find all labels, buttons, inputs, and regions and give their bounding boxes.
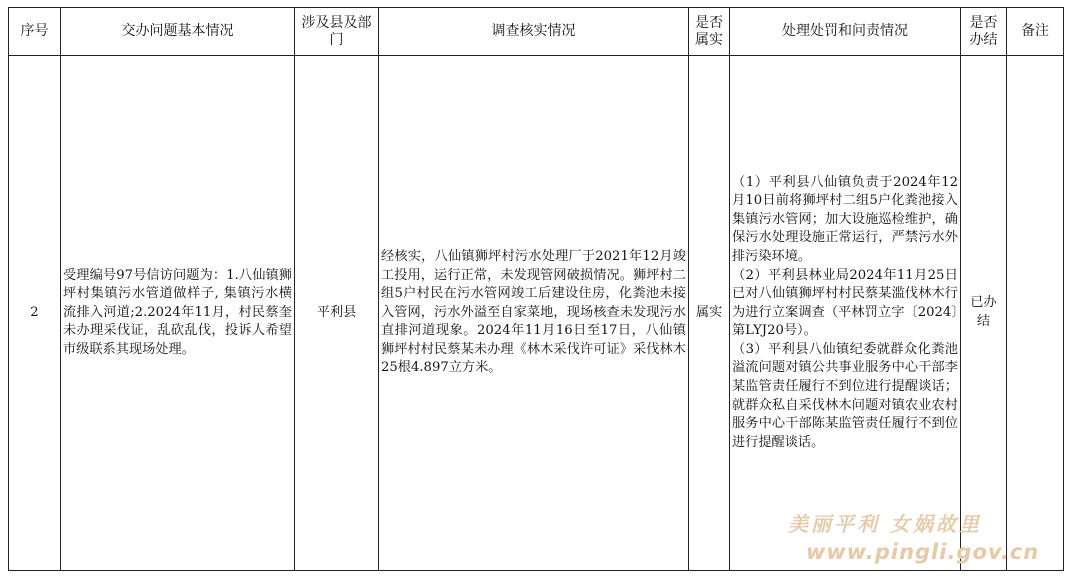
header-county: 涉及县及部门	[295, 8, 379, 56]
case-table	[8, 7, 1064, 571]
cell-issue	[61, 56, 295, 571]
table-row	[9, 56, 1064, 571]
handling-item-1: （1）平利县八仙镇负责于2024年12月10日前将狮坪村二组5户化粪池接入集镇污水管网；加大设施巡检维护，确保污水处理设施正常运行，严禁污水外排污染环境。	[732, 174, 958, 264]
watermark-slogan: 美丽平利 女娲故里	[788, 512, 982, 536]
cell-county: 平利县	[295, 56, 379, 571]
cell-handling	[730, 56, 961, 571]
issue-text: 受理编号97号信访问题为：1.八仙镇狮坪村集镇污水管道做样子, 集镇污水横流排入河道;2.2024年11月，村民蔡奎未办理采伐证，乱砍乱伐，投诉人希望市级联系其现场处理。	[63, 267, 292, 357]
cell-closed	[961, 56, 1007, 571]
header-verified: 是否属实	[689, 8, 730, 56]
handling-item-2: （2）平利县林业局2024年11月25日已对八仙镇狮坪村村民蔡某滥伐林木行为进行立案调查（平林罚立字〔2024〕第LYJ20号）。	[732, 267, 958, 339]
handling-text	[730, 174, 960, 453]
header-closed: 是否办结	[961, 8, 1007, 56]
investigation-text: 经核实，八仙镇狮坪村污水处理厂于2021年12月竣工投用，运行正常，未发现管网破损情况。狮坪村二组5户村民在污水管网竣工后建设住房，化粪池未接入管网，污水外溢至自家菜地，现场核查未发现污水直排河道现象。2024年11月16日至17日，八仙镇狮坪村村民蔡某未办理《林木采伐许可证》采伐林木25根4.897立方米。	[381, 248, 686, 376]
cell-seq: 2	[9, 56, 61, 571]
header-handling: 处理处罚和问责情况	[730, 8, 961, 56]
closed-text: 已办结	[970, 295, 997, 329]
watermark-url: www.pingli.gov.cn	[806, 540, 1040, 564]
header-row	[9, 8, 1064, 56]
header-issue: 交办问题基本情况	[61, 8, 295, 56]
cell-remark	[1007, 56, 1064, 571]
handling-item-3: （3）平利县八仙镇纪委就群众化粪池溢流问题对镇公共事业服务中心干部李某监管责任履行不到位进行提醒谈话；就群众私自采伐林木问题对镇农业农村服务中心干部陈某监管责任履行不到位进行提醒谈话。	[732, 341, 958, 450]
header-remark: 备注	[1007, 8, 1064, 56]
cell-investigation	[379, 56, 689, 571]
header-investigation: 调查核实情况	[379, 8, 689, 56]
cell-verified: 属实	[689, 56, 730, 571]
header-seq: 序号	[9, 8, 61, 56]
